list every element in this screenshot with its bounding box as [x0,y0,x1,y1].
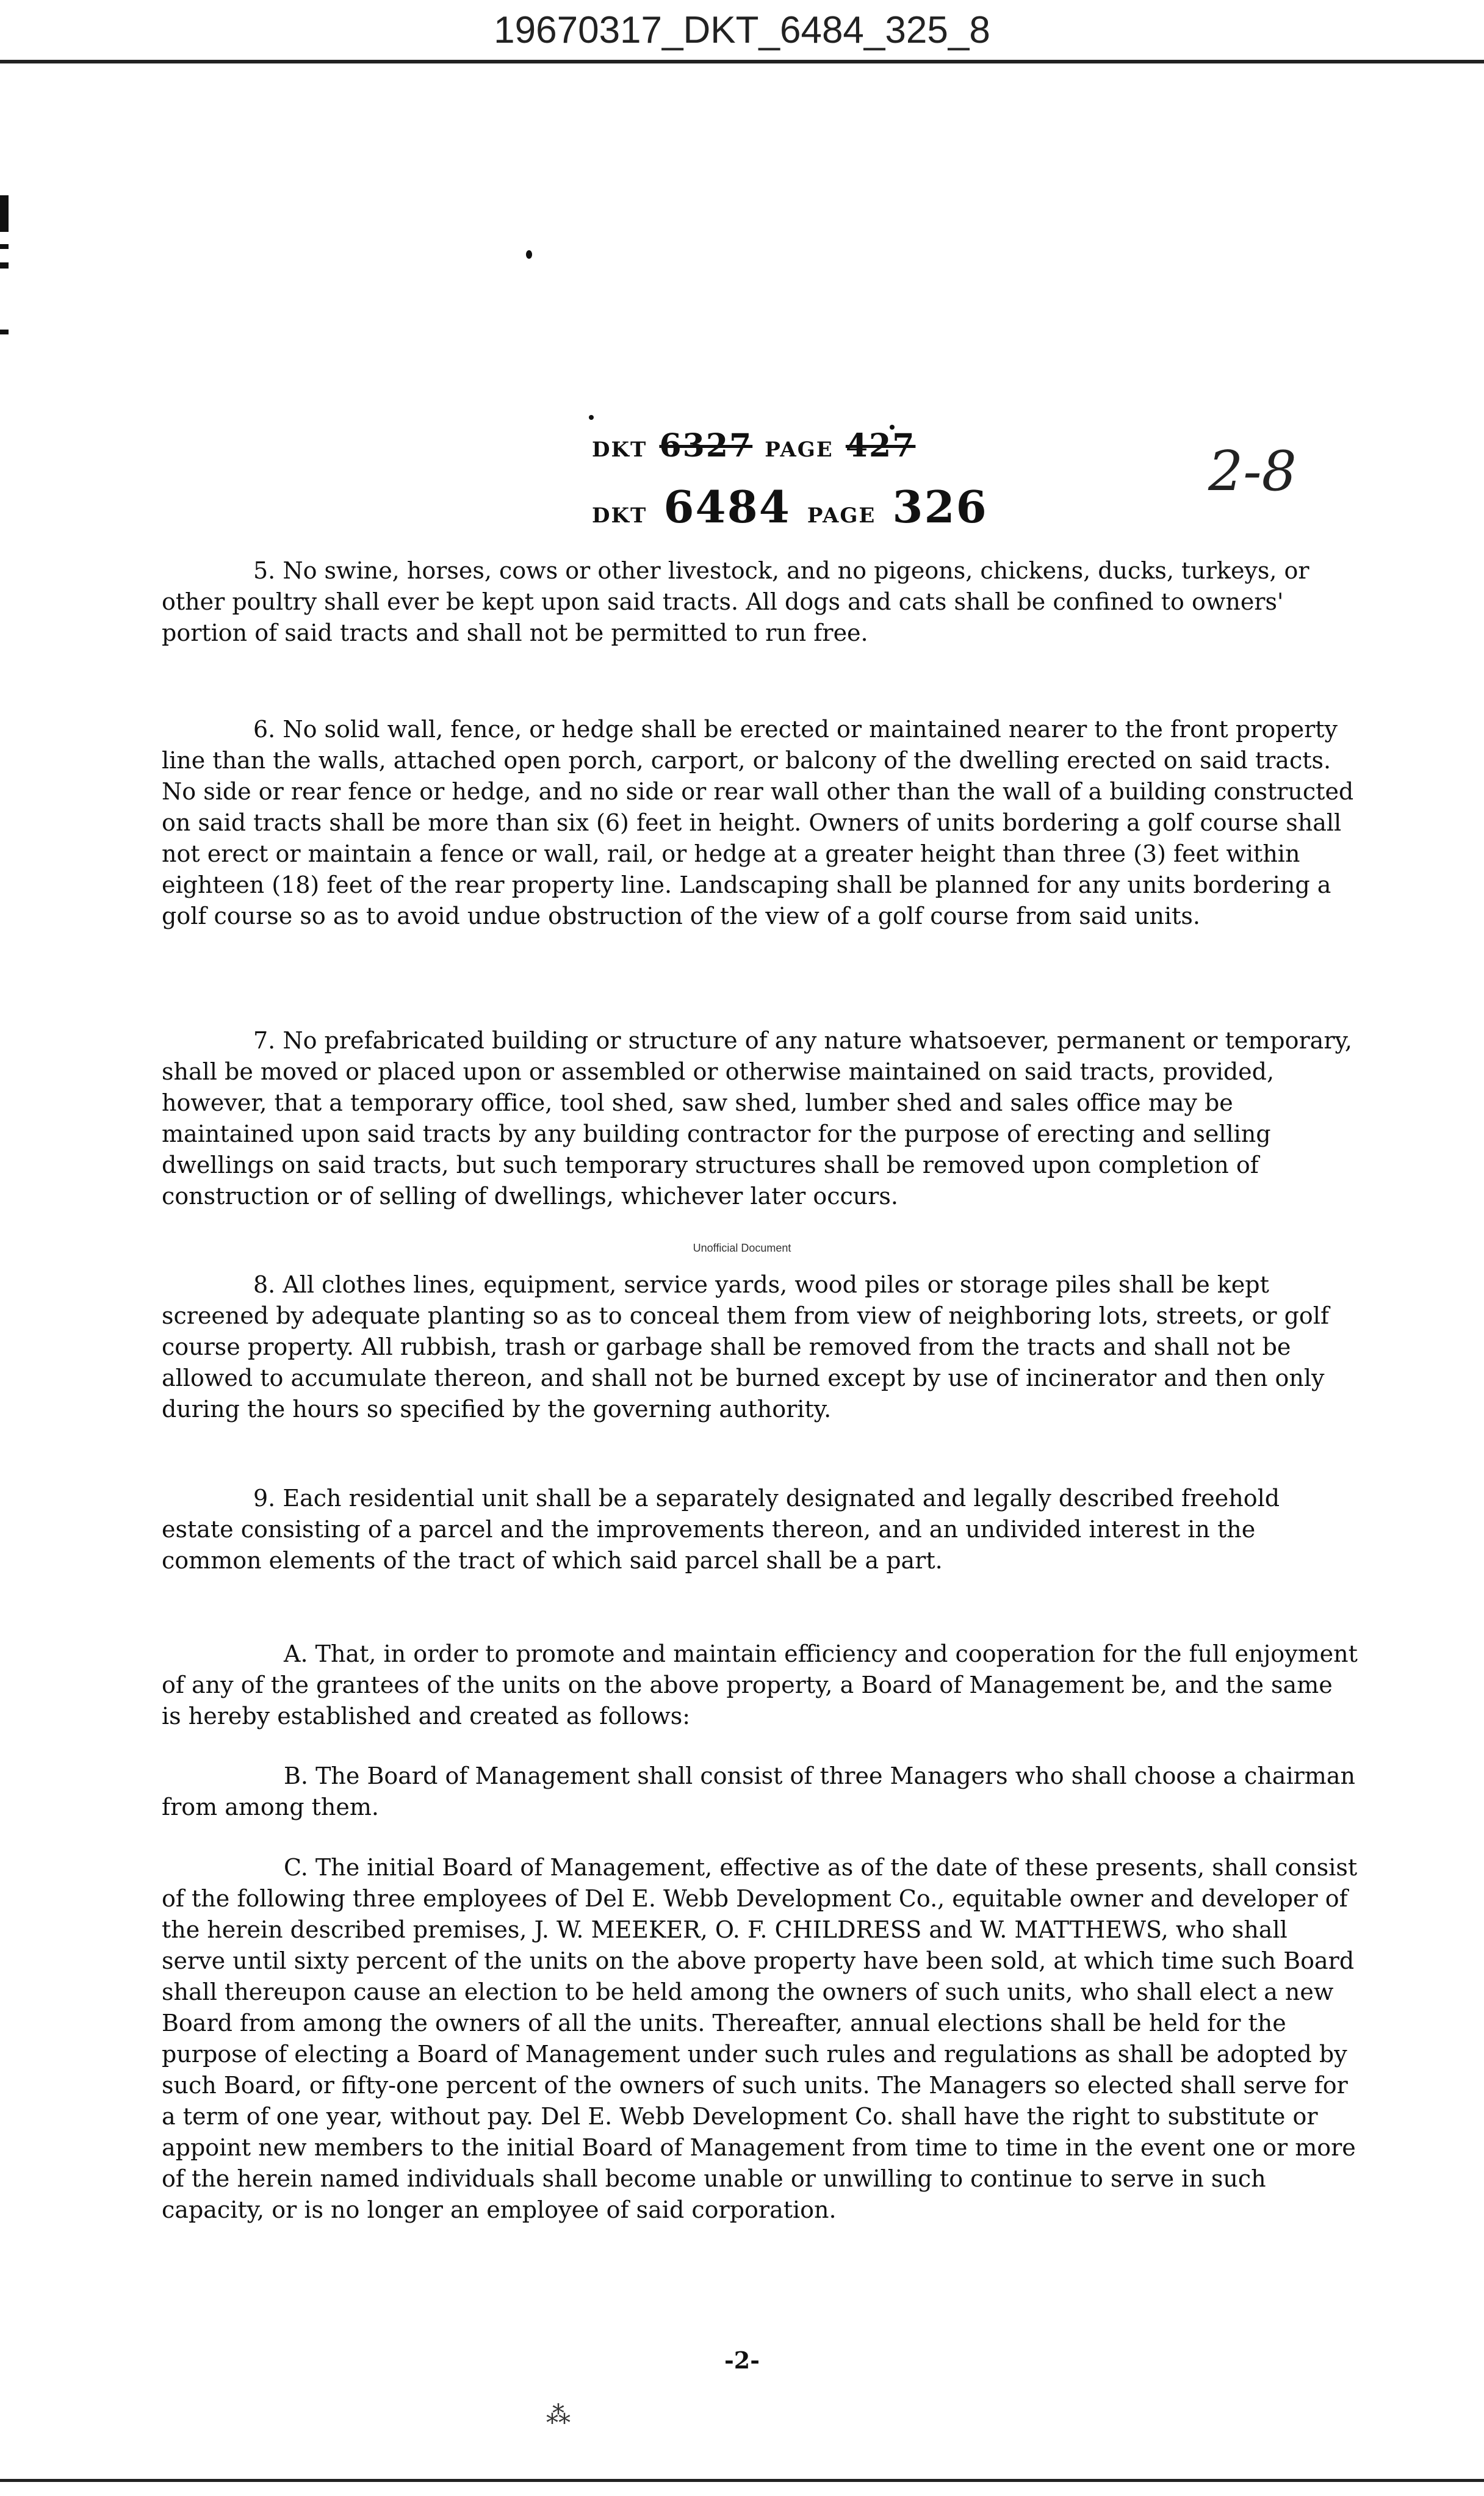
scan-edge-mark [0,330,9,334]
speck [526,250,532,259]
stamp-old-page: 427 [845,427,916,464]
paragraph-6: 6. No solid wall, fence, or hedge shall be erected or maintained nearer to the front property line than the walls, attached open porch, carport, or balcony of the dwelling erected on said tracts. No side or rear fence or hedge, and no side or rear wall other than the wall of a building constructed on said tracts shall be more than six (6) feet in height. Owners of units bordering a golf course shall not erect or maintain a fence or wall, rail, or hedge at a greater height than three (3) feet within eighteen (18) feet of the rear property line. Landscaping shall be planned for any units bordering a golf course so as to avoid undue obstruction of the view of a golf course from said units. [162,716,1354,929]
speck [589,415,594,420]
paragraph-a: A. That, in order to promote and maintain efficiency and cooperation for the full enjoyment of any of the grantees of the units on the above property, a Board of Management be, and the same is hereby established and created as follows: [162,1640,1358,1730]
stamp-old-number: 6327 [659,427,753,464]
paragraph-9: 9. Each residential unit shall be a separately designated and legally described freehold estate consisting of a parcel and the improvements thereon, and an undivided interest in the common elements of the tract of which said parcel shall be a part. [162,1485,1280,1574]
paragraph-7: 7. No prefabricated building or structure of any nature whatsoever, permanent or temporary, shall be moved or placed upon or assembled or otherwise maintained on said tracts, provided, however, that a temporary office, tool shed, saw shed, lumber shed and sales office may be maintained upon said tracts by any building contractor for the purpose of erecting and selling dwellings on said tracts, but such temporary structures shall be removed upon completion of construction or of selling of dwellings, whichever later occurs. [162,1027,1352,1210]
recording-stamp-new [592,481,988,533]
paragraph-5: 5. No swine, horses, cows or other livestock, and no pigeons, chickens, ducks, turkeys, or other poultry shall ever be kept upon said tracts. All dogs and cats shall be confined to owners' portion of said tracts and shall not be permitted to run free. [162,557,1309,646]
stamp-old-page-label: PAGE [765,438,834,462]
stamp-old-prefix: DKT [592,438,647,462]
bottom-rule [0,2479,1484,2482]
paragraph-b: B. The Board of Management shall consist of three Managers who shall choose a chairman from among them. [162,1762,1355,1820]
recording-stamp-old [592,427,915,464]
top-rule [0,60,1484,63]
paragraph-c: C. The initial Board of Management, effective as of the date of these presents, shall consist of the following three employees of Del E. Webb Development Co., equitable owner and developer of the herein described premises, J. W. MEEKER, O. F. CHILDRESS and W. MATTHEWS, who shall serve until sixty percent of the units on the above property have been sold, at which time such Board shall thereupon cause an election to be held among the owners of such units, who shall elect a new Board from among the owners of all the units. Thereafter, annual elections shall be held for the purpose of electing a Board of Management under such rules and regulations as shall be adopted by such Board, or fifty-one percent of the owners of such units. The Managers so elected shall serve for a term of one year, without pay. Del E. Webb Development Co. shall have the right to substitute or appoint new members to the initial Board of Management from time to time in the event one or more of the herein named individuals shall become unable or unwilling to continue to serve in such capacity, or is no longer an employee of said corporation. [162,1854,1358,2223]
paragraph-8: 8. All clothes lines, equipment, service yards, wood piles or storage piles shall be kept screened by adequate planting so as to conceal them from view of neighboring lots, streets, or golf course property. All rubbish, trash or garbage shall be removed from the tracts and shall not be allowed to accumulate thereon, and shall not be burned except by use of incinerator and then only during the hours so specified by the governing authority. [162,1271,1330,1423]
stamp-new-page: 326 [892,481,988,533]
scan-edge-mark [0,195,9,232]
scan-edge-mark [0,244,9,249]
handwritten-page-note: 2-8 [1208,439,1297,503]
unofficial-document-watermark: Unofficial Document [693,1242,791,1254]
stamp-new-prefix: DKT [592,503,647,528]
stamp-new-number: 6484 [663,481,791,533]
scan-edge-mark [0,262,9,269]
stamp-new-page-label: PAGE [807,503,876,528]
footer-ink-mark: ⁂ [546,2401,571,2429]
page-number: -2- [724,2346,760,2374]
document-id: 19670317_DKT_6484_325_8 [494,9,990,51]
